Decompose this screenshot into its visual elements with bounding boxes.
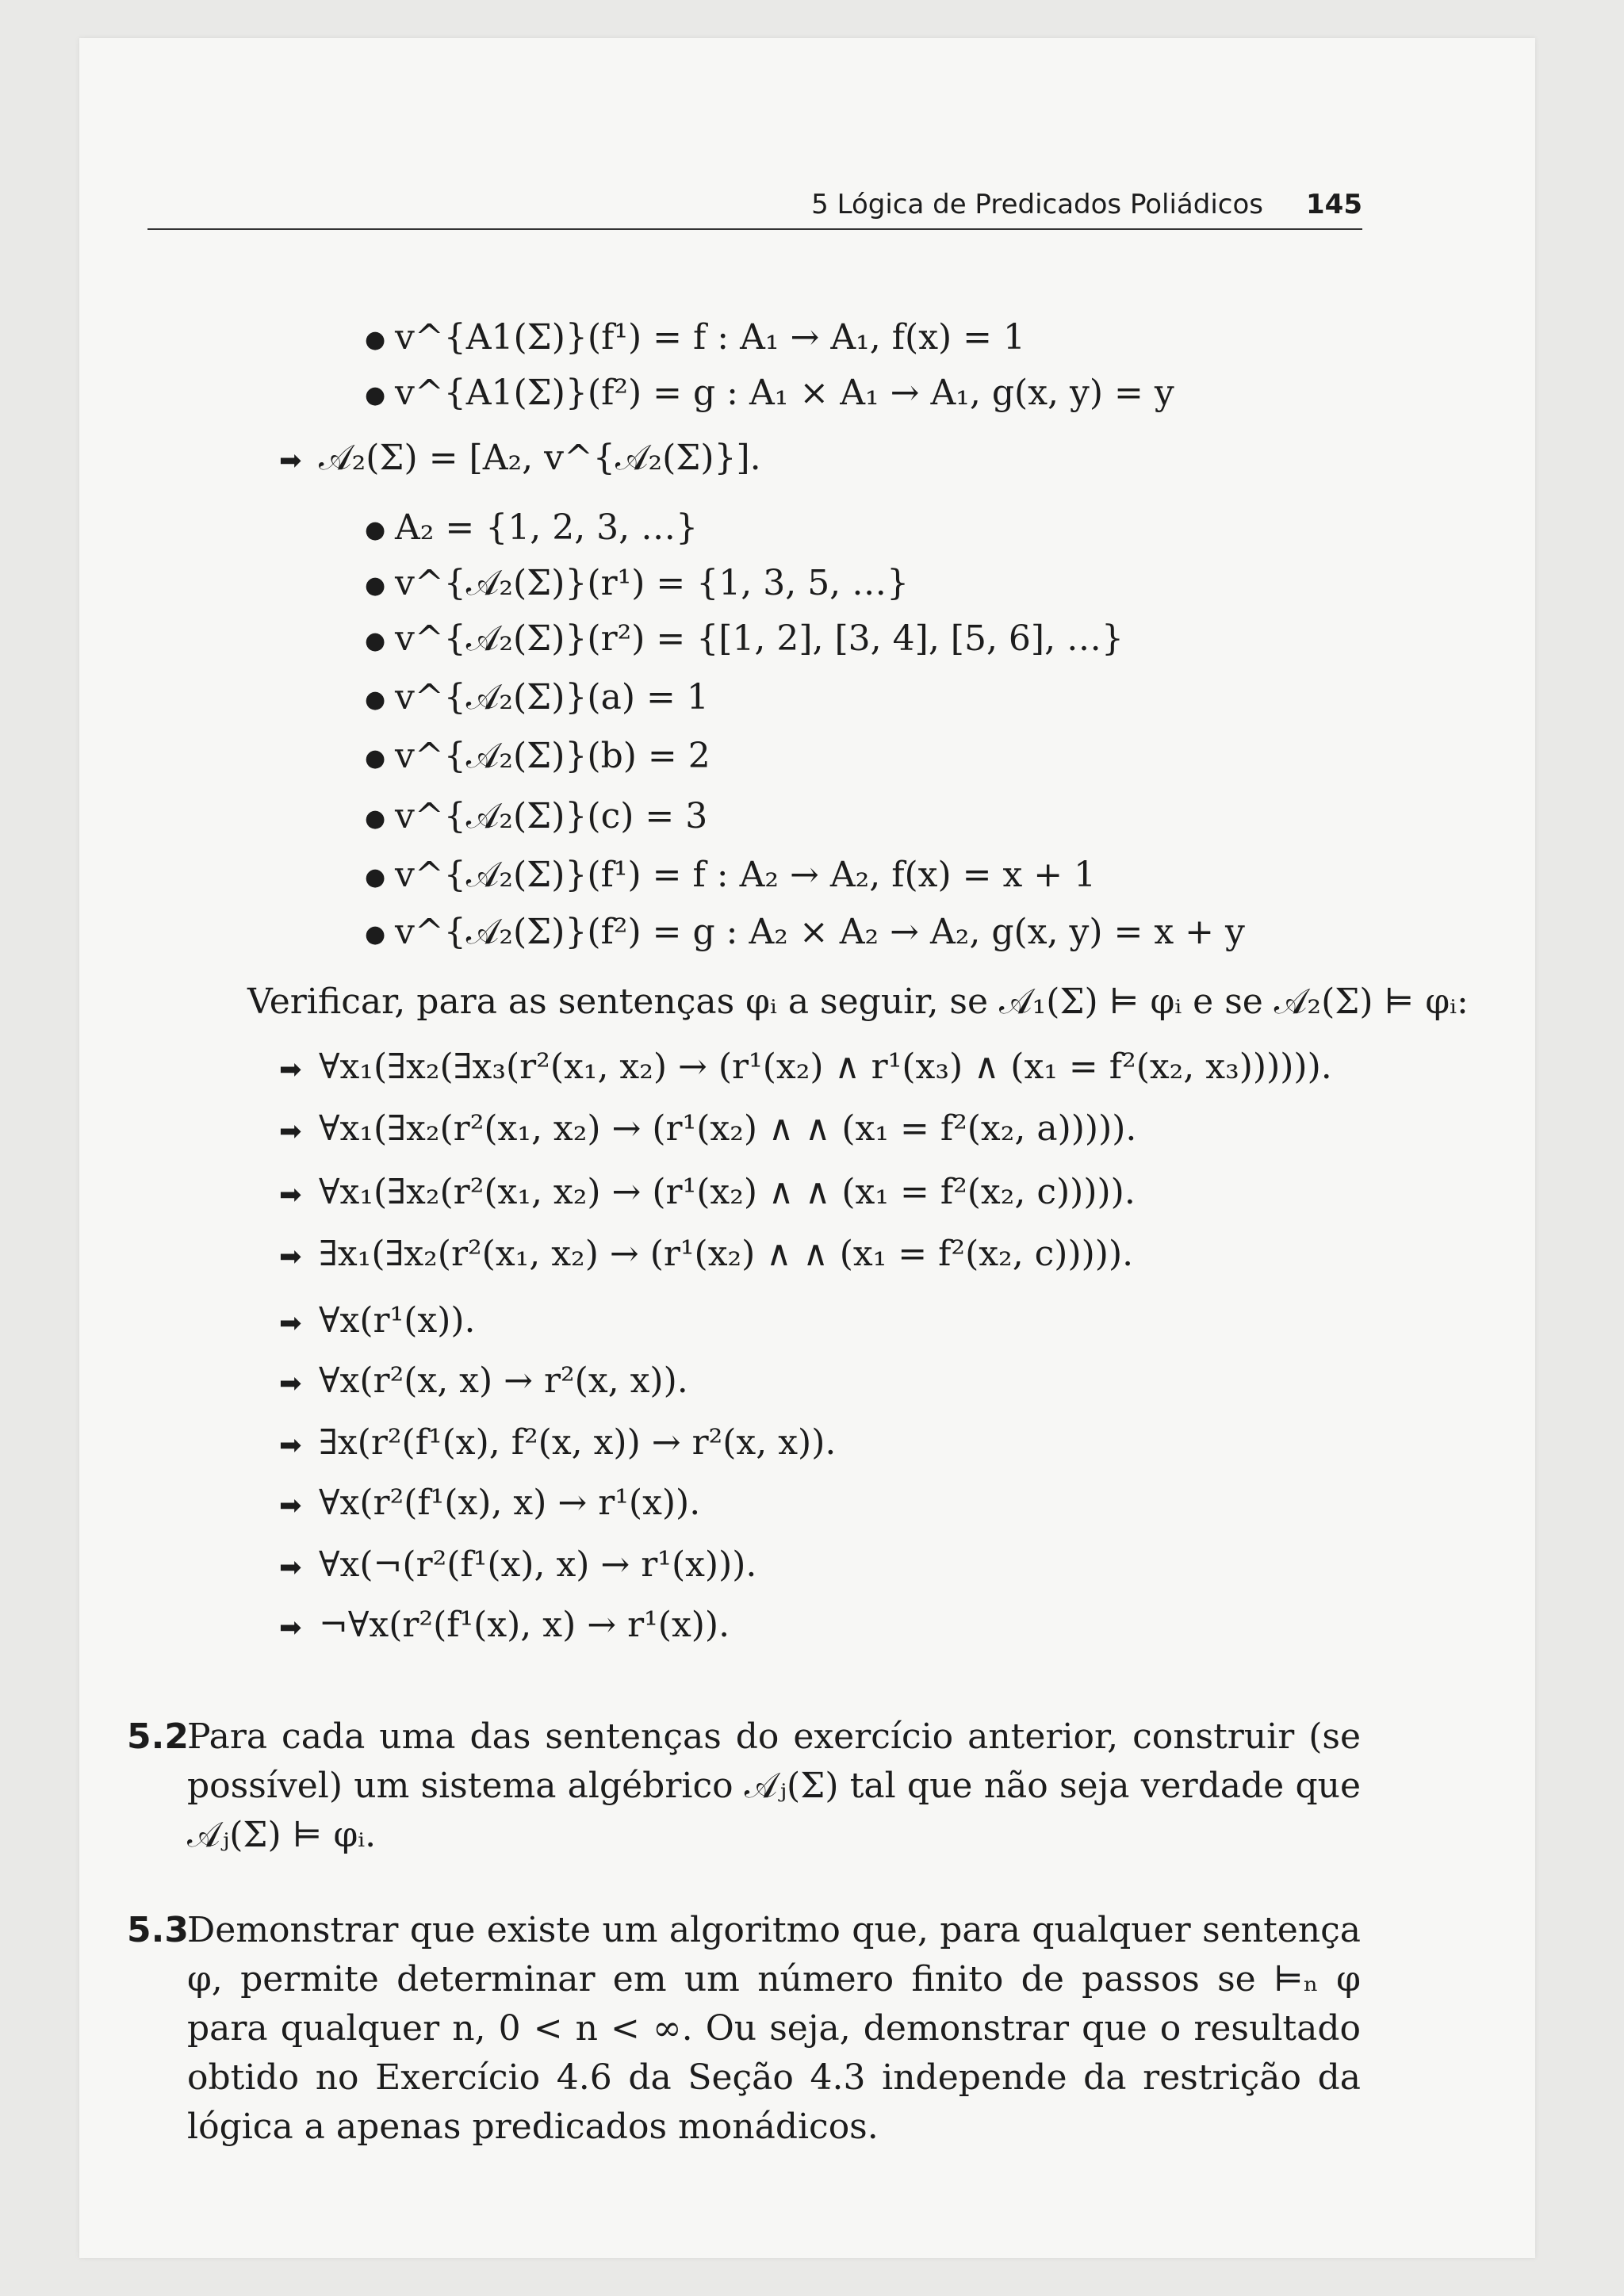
sentence-item [279, 1601, 730, 1651]
a2-item [365, 909, 1245, 959]
arrow-icon: ➡ [279, 1179, 302, 1211]
bullet-icon: ● [365, 863, 386, 891]
a2-item-text: A₂ = {1, 2, 3, …} [395, 507, 699, 548]
sentence-text: ¬∀x(r²(f¹(x), x) → r¹(x)). [319, 1605, 730, 1645]
arrow-icon: ➡ [279, 1612, 302, 1644]
bullet-icon: ● [365, 626, 386, 655]
a2-item [365, 793, 707, 843]
a2-item [365, 504, 698, 554]
sentence-text: ∀x(r¹(x)). [319, 1300, 476, 1341]
a1-item-text: v^{A1(Σ)}(f¹) = f : A₁ → A₁, f(x) = 1 [395, 317, 1026, 358]
a2-item [365, 615, 1124, 665]
running-header [147, 189, 1362, 230]
a2-item-text: v^{𝒜₂(Σ)}(f¹) = f : A₂ → A₂, f(x) = x + 1 [395, 855, 1097, 895]
sentence-item [279, 1105, 1136, 1155]
a2-item [365, 851, 1096, 901]
a1-item [365, 314, 1025, 364]
sentence-item [279, 1169, 1136, 1219]
a2-item [365, 674, 709, 724]
sentence-item [279, 1230, 1133, 1280]
sentence-text: ∀x(¬(r²(f¹(x), x) → r¹(x))). [319, 1544, 757, 1585]
sentence-item [279, 1479, 700, 1529]
a2-item-text: v^{𝒜₂(Σ)}(a) = 1 [395, 677, 709, 718]
sentence-item [279, 1541, 756, 1591]
a1-item-text: v^{A1(Σ)}(f²) = g : A₁ × A₁ → A₁, g(x, y) = y [395, 373, 1174, 413]
sentence-text: ∀x(r²(f¹(x), x) → r¹(x)). [319, 1483, 701, 1523]
arrow-icon: ➡ [279, 1490, 302, 1521]
a2-item-text: v^{𝒜₂(Σ)}(r¹) = {1, 3, 5, …} [395, 563, 910, 603]
bullet-icon: ● [365, 515, 386, 544]
sentence-item [279, 1297, 476, 1347]
arrow-icon: ➡ [279, 1429, 302, 1461]
exercise-5-2 [127, 1712, 1361, 1860]
sentence-item [279, 1419, 836, 1469]
sentence-text: ∃x(r²(f¹(x), f²(x, x)) → r²(x, x)). [319, 1422, 837, 1463]
sentence-text: ∃x₁(∃x₂(r²(x₁, x₂) → (r¹(x₂) ∧ ∧ (x₁ = f²(x₂, c))))). [319, 1234, 1134, 1274]
a2-definition [279, 434, 761, 484]
exercise-number: 5.2 [127, 1716, 189, 1757]
exercise-5-3 [127, 1906, 1361, 2152]
exercise-number: 5.3 [127, 1910, 189, 1950]
exercise-text: Demonstrar que existe um algoritmo que, para qualquer sentença φ, permite determinar em um número finito de passos se ⊨ₙ φ para qualquer n, 0 < n < ∞. Ou seja, demonstrar que o resultado obtido no Exercício 4.6 da Seção 4.3 independe da restrição da lógica a apenas predicados monádicos. [187, 1910, 1361, 2147]
sentence-text: ∀x₁(∃x₂(∃x₃(r²(x₁, x₂) → (r¹(x₂) ∧ r¹(x₃) ∧ (x₁ = f²(x₂, x₃)))))). [319, 1047, 1332, 1087]
arrow-icon: ➡ [279, 445, 302, 476]
bullet-icon: ● [365, 325, 386, 354]
bullet-icon: ● [365, 804, 386, 832]
a2-item-text: v^{𝒜₂(Σ)}(f²) = g : A₂ × A₂ → A₂, g(x, y) = x + y [395, 912, 1245, 952]
exercise-text: Para cada uma das sentenças do exercício anterior, construir (se possível) um sistema algébrico 𝒜ⱼ(Σ) tal que não seja verdade que 𝒜ⱼ(Σ) ⊨ φᵢ. [187, 1716, 1361, 1855]
sentence-text: ∀x₁(∃x₂(r²(x₁, x₂) → (r¹(x₂) ∧ ∧ (x₁ = f²(x₂, a))))). [319, 1108, 1137, 1149]
sentence-item [279, 1357, 688, 1407]
a2-item-text: v^{𝒜₂(Σ)}(r²) = {[1, 2], [3, 4], [5, 6], …} [395, 618, 1124, 659]
a2-item-text: v^{𝒜₂(Σ)}(b) = 2 [395, 736, 710, 776]
page-number: 145 [1306, 189, 1362, 220]
arrow-icon: ➡ [279, 1368, 302, 1399]
verify-intro: Verificar, para as sentenças φᵢ a seguir, se 𝒜₁(Σ) ⊨ φᵢ e se 𝒜₂(Σ) ⊨ φᵢ: [247, 982, 1469, 1022]
sentence-text: ∀x₁(∃x₂(r²(x₁, x₂) → (r¹(x₂) ∧ ∧ (x₁ = f²(x₂, c))))). [319, 1172, 1136, 1212]
bullet-icon: ● [365, 744, 386, 772]
sentence-text: ∀x(r²(x, x) → r²(x, x)). [319, 1360, 688, 1401]
arrow-icon: ➡ [279, 1241, 302, 1272]
arrow-icon: ➡ [279, 1054, 302, 1085]
sentence-item [279, 1043, 1332, 1093]
a1-item [365, 369, 1174, 419]
bullet-icon: ● [365, 685, 386, 714]
a2-item [365, 560, 909, 610]
bullet-icon: ● [365, 571, 386, 599]
arrow-icon: ➡ [279, 1115, 302, 1147]
bullet-icon: ● [365, 381, 386, 409]
bullet-icon: ● [365, 920, 386, 948]
a2-item-text: v^{𝒜₂(Σ)}(c) = 3 [395, 796, 708, 836]
a2-item [365, 733, 710, 783]
arrow-icon: ➡ [279, 1552, 302, 1583]
chapter-title: 5 Lógica de Predicados Poliádicos [811, 189, 1264, 220]
arrow-icon: ➡ [279, 1307, 302, 1339]
a2-definition-text: 𝒜₂(Σ) = [A₂, v^{𝒜₂(Σ)}]. [319, 438, 761, 478]
